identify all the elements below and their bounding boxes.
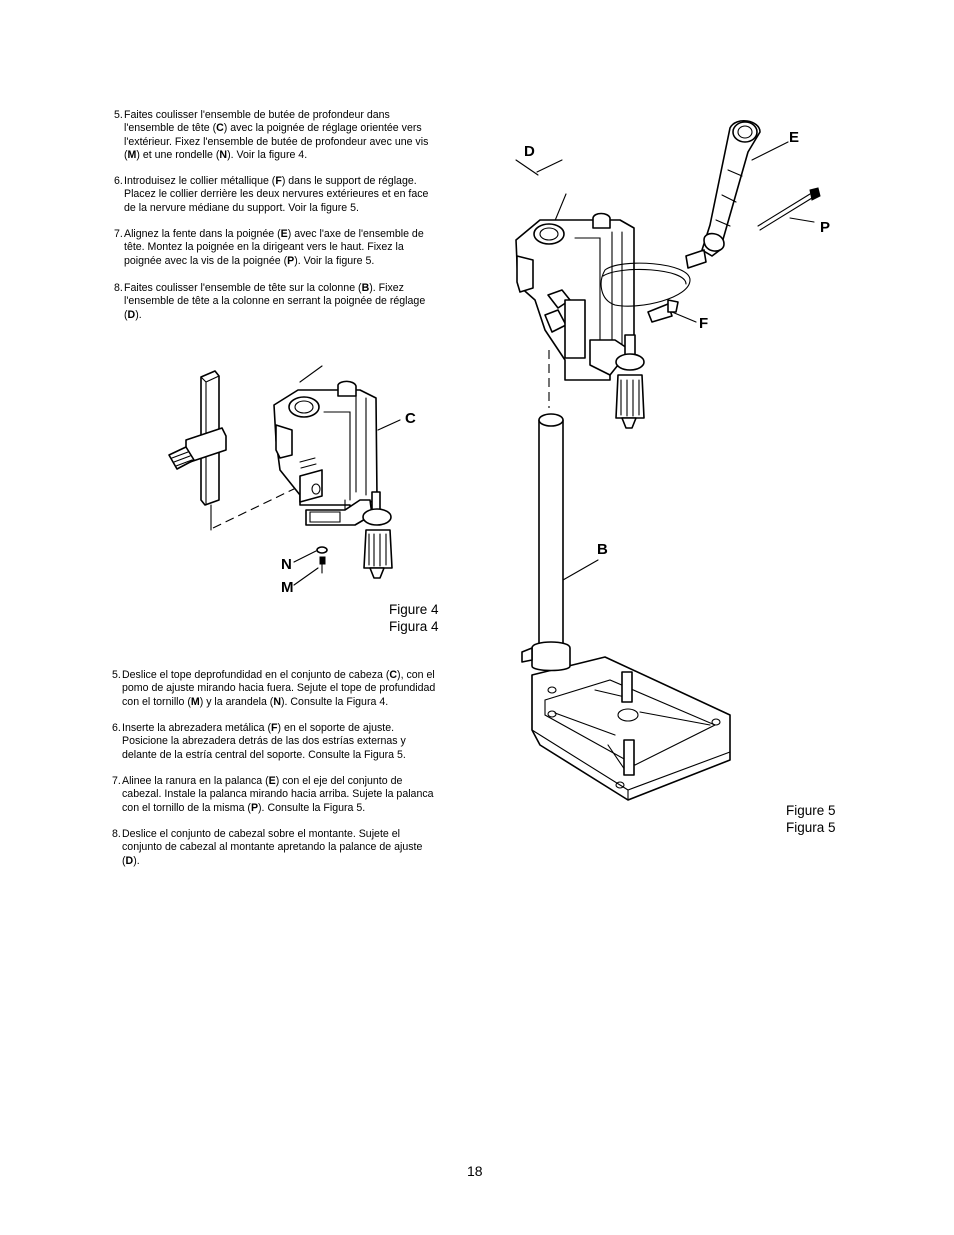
step-number: 8. — [114, 282, 123, 294]
callout-reference: P — [250, 801, 259, 814]
step-number: 7. — [114, 228, 123, 240]
step-text: Deslice el conjunto de cabezal sobre el montante. Sujete el conjunto de cabezal al montante apretando la palance de ajuste (D). — [122, 828, 423, 867]
figure-5-caption — [786, 802, 836, 836]
label-d: D — [524, 143, 535, 160]
step-text: Faites coulisser l'ensemble de butée de profondeur dans l'ensemble de tête (C) avec la poignée de réglage orientée vers l'extérieur. Fixez l'ensemble de butée de profondeur avec une vis (M) et une rondelle (N). Voir la figure 4. — [124, 109, 429, 162]
step-number: 8. — [112, 828, 121, 840]
label-f: F — [699, 315, 709, 332]
step-text: Alinee la ranura en la palanca (E) con el eje del conjunto de cabezal. Instale la palanca mirando hacia arriba. Sujete la palanca con el tornillo de la misma (P). Consulte la Figura 5. — [122, 775, 434, 814]
figure-5-caption-fr: Figure 5 — [786, 803, 836, 818]
step-number: 5. — [114, 109, 123, 121]
step-text: Deslice el tope deprofundidad en el conjunto de cabeza (C), con el pomo de ajuste mirando hacia fuera. Sejute el tope de profundidad con el tornillo (M) y la arandela (N). Consulte la Figura 4. — [122, 669, 436, 708]
figure-4-caption-es: Figura 4 — [389, 619, 439, 634]
step-text: Introduisez le collier métallique (F) dans le support de réglage. Placez le collier derrière les deux nervures extérieures et en face de la nervure médiane du support. Voir la figure 5. — [124, 175, 429, 214]
callout-reference: F — [275, 175, 282, 187]
callout-reference: N — [273, 695, 281, 708]
label-b: B — [597, 541, 608, 558]
label-c: C — [405, 410, 416, 427]
step-number: 6. — [114, 175, 123, 187]
figure-4-caption-fr: Figure 4 — [389, 602, 439, 617]
step-number: 7. — [112, 775, 121, 787]
callout-reference: P — [287, 254, 295, 267]
callout-reference: E — [280, 228, 288, 240]
step-text: Inserte la abrezadera metálica (F) en el soporte de ajuste. Posicione la abrezadera detrás de las dos estrías externas y delante de la estría central del soporte. Consulte la Figura 5. — [122, 722, 406, 761]
callout-reference: E — [268, 775, 276, 787]
callout-reference: D — [125, 854, 134, 867]
callout-reference: N — [219, 149, 228, 162]
label-e: E — [789, 129, 800, 146]
step-number: 5. — [112, 669, 121, 681]
callout-reference: M — [190, 695, 200, 708]
callout-reference: C — [389, 669, 398, 681]
callout-reference: B — [361, 282, 370, 294]
figure-5-caption-es: Figura 5 — [786, 820, 836, 835]
step-number: 6. — [112, 722, 121, 734]
callout-reference: F — [270, 722, 278, 734]
callout-reference: C — [216, 122, 224, 135]
callout-reference: M — [127, 149, 137, 162]
figure-4-caption — [389, 601, 439, 635]
page-number: 18 — [467, 1163, 483, 1179]
label-m: M — [281, 579, 294, 596]
label-p: P — [820, 219, 831, 236]
label-n: N — [281, 556, 292, 573]
step-text: Faites coulisser l'ensemble de tête sur la colonne (B). Fixez l'ensemble de tête a la colonne en serrant la poignée de réglage (D). — [124, 282, 426, 321]
step-text: Alignez la fente dans la poignée (E) avec l'axe de l'ensemble de tête. Montez la poignée en la dirigeant vers le haut. Fixez la poignée avec la vis de la poignée (P). Voir la figure 5. — [124, 228, 424, 267]
callout-reference: D — [127, 308, 136, 321]
